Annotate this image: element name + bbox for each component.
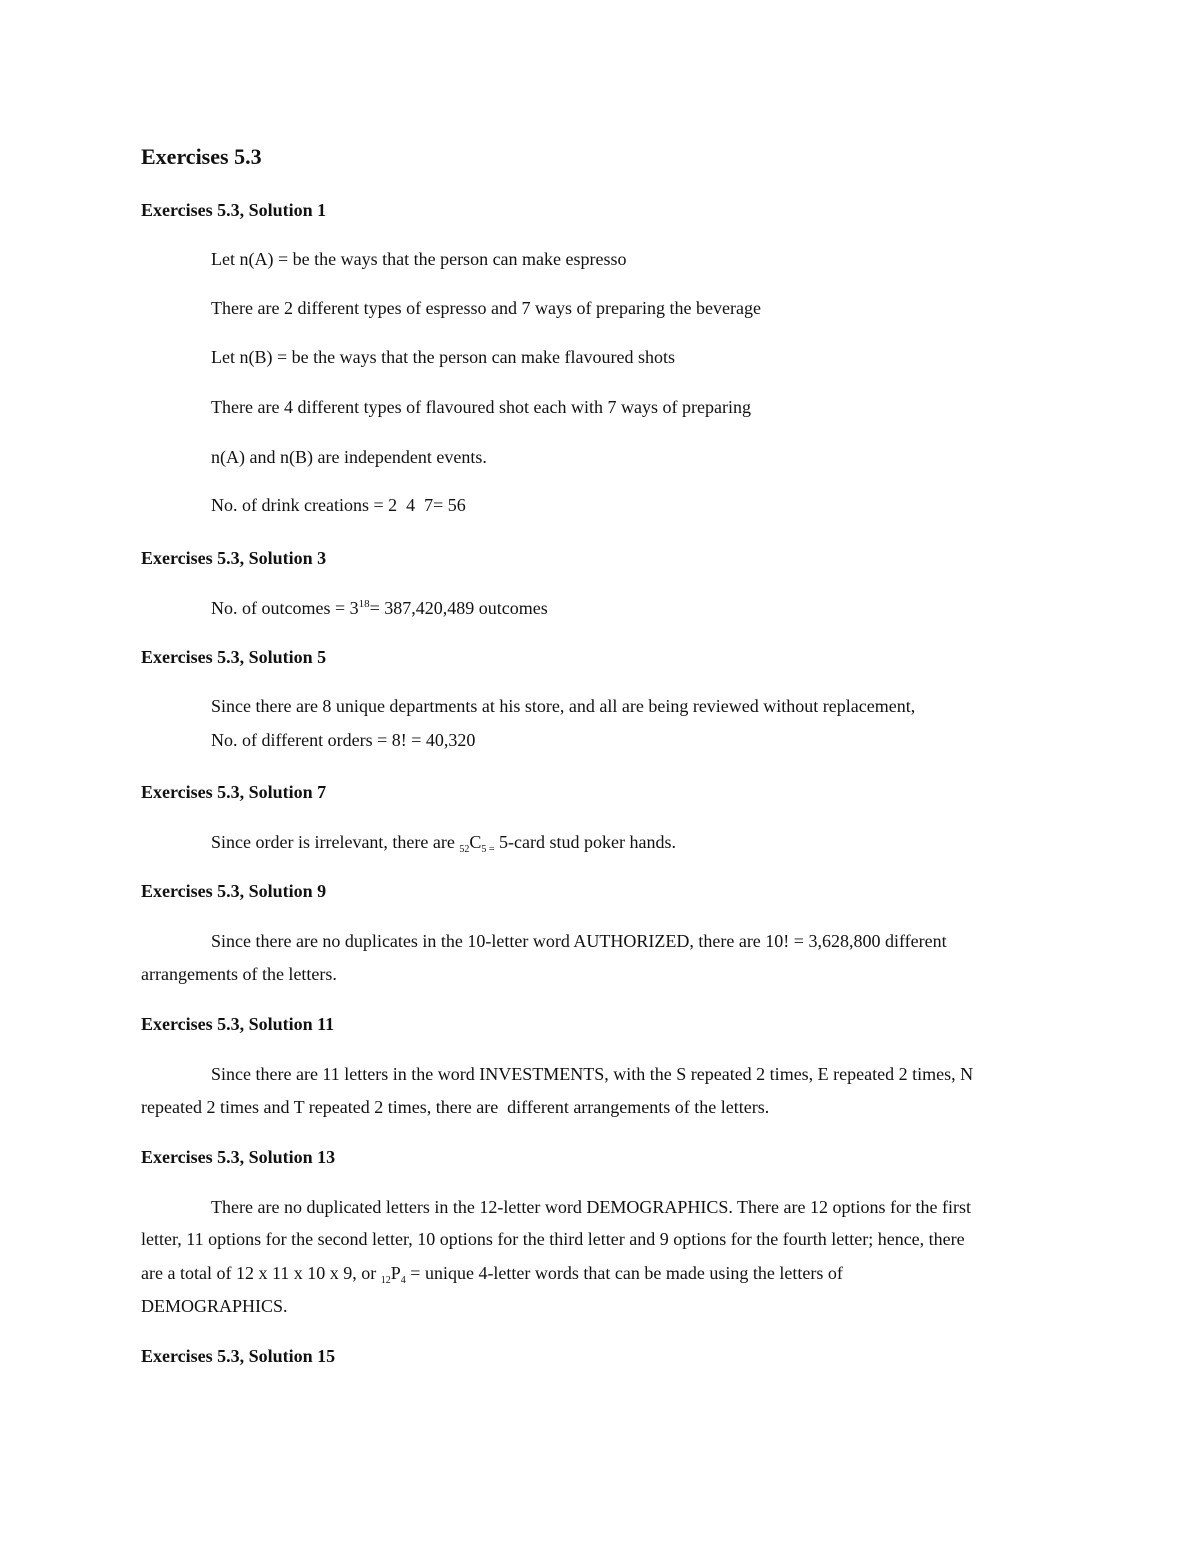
solution-11-heading: Exercises 5.3, Solution 11 — [141, 1014, 335, 1034]
combination-letter: C — [469, 832, 482, 852]
permutation-subscript-r: 4 — [400, 1275, 406, 1286]
solution-13-heading: Exercises 5.3, Solution 13 — [141, 1147, 336, 1167]
permutation-subscript-n: 12 — [380, 1275, 391, 1286]
permutation-letter: P — [390, 1263, 401, 1283]
solution-7-heading: Exercises 5.3, Solution 7 — [141, 782, 327, 802]
solution-13-line: DEMOGRAPHICS. — [141, 1296, 288, 1316]
solution-1-line: n(A) and n(B) are independent events. — [211, 447, 487, 467]
solution-7-line — [211, 831, 676, 857]
combination-subscript-r: 5 = — [481, 844, 495, 855]
solution-7-text: Since order is irrelevant, there are — [211, 832, 460, 852]
solution-13-text: = unique 4-letter words that can be made using the letters of — [405, 1263, 843, 1283]
solution-13-line — [141, 1262, 843, 1288]
solution-13-line: There are no duplicated letters in the 12-letter word DEMOGRAPHICS. There are 12 options for the first — [211, 1197, 971, 1217]
exponent: 18 — [358, 598, 370, 610]
solution-3-text: No. of outcomes = 3 — [211, 598, 359, 618]
solution-9-heading: Exercises 5.3, Solution 9 — [141, 881, 327, 901]
solution-3-line — [211, 597, 548, 622]
solution-13-line: letter, 11 options for the second letter, 10 options for the third letter and 9 options for the fourth letter; hence, there — [141, 1229, 965, 1249]
solution-5-line: No. of different orders = 8! = 40,320 — [211, 730, 476, 750]
combination-subscript-n: 52 — [459, 844, 470, 855]
solution-15-heading: Exercises 5.3, Solution 15 — [141, 1346, 336, 1366]
solution-1-heading: Exercises 5.3, Solution 1 — [141, 200, 327, 220]
solution-11-line: Since there are 11 letters in the word INVESTMENTS, with the S repeated 2 times, E repeated 2 times, N — [211, 1064, 974, 1084]
solution-1-line: Let n(A) = be the ways that the person can make espresso — [211, 249, 627, 269]
solution-7-text: 5-card stud poker hands. — [494, 832, 676, 852]
solution-9-line: arrangements of the letters. — [141, 964, 337, 984]
solution-3-text: = 387,420,489 outcomes — [369, 598, 548, 618]
solution-11-line: repeated 2 times and T repeated 2 times, there are different arrangements of the letters. — [141, 1097, 770, 1117]
solution-1-line: Let n(B) = be the ways that the person can make flavoured shots — [211, 347, 676, 367]
solution-3-heading: Exercises 5.3, Solution 3 — [141, 548, 327, 568]
page-title: Exercises 5.3 — [141, 144, 262, 169]
solution-5-heading: Exercises 5.3, Solution 5 — [141, 647, 327, 667]
solution-9-line: Since there are no duplicates in the 10-letter word AUTHORIZED, there are 10! = 3,628,800 different — [211, 931, 947, 951]
solution-5-line: Since there are 8 unique departments at his store, and all are being reviewed without replacement, — [211, 696, 916, 716]
solution-1-line: No. of drink creations = 2 4 7= 56 — [211, 495, 466, 515]
solution-1-line: There are 2 different types of espresso and 7 ways of preparing the beverage — [211, 298, 761, 318]
solution-13-text: are a total of 12 x 11 x 10 x 9, or — [141, 1263, 381, 1283]
solution-1-line: There are 4 different types of flavoured shot each with 7 ways of preparing — [211, 397, 751, 417]
